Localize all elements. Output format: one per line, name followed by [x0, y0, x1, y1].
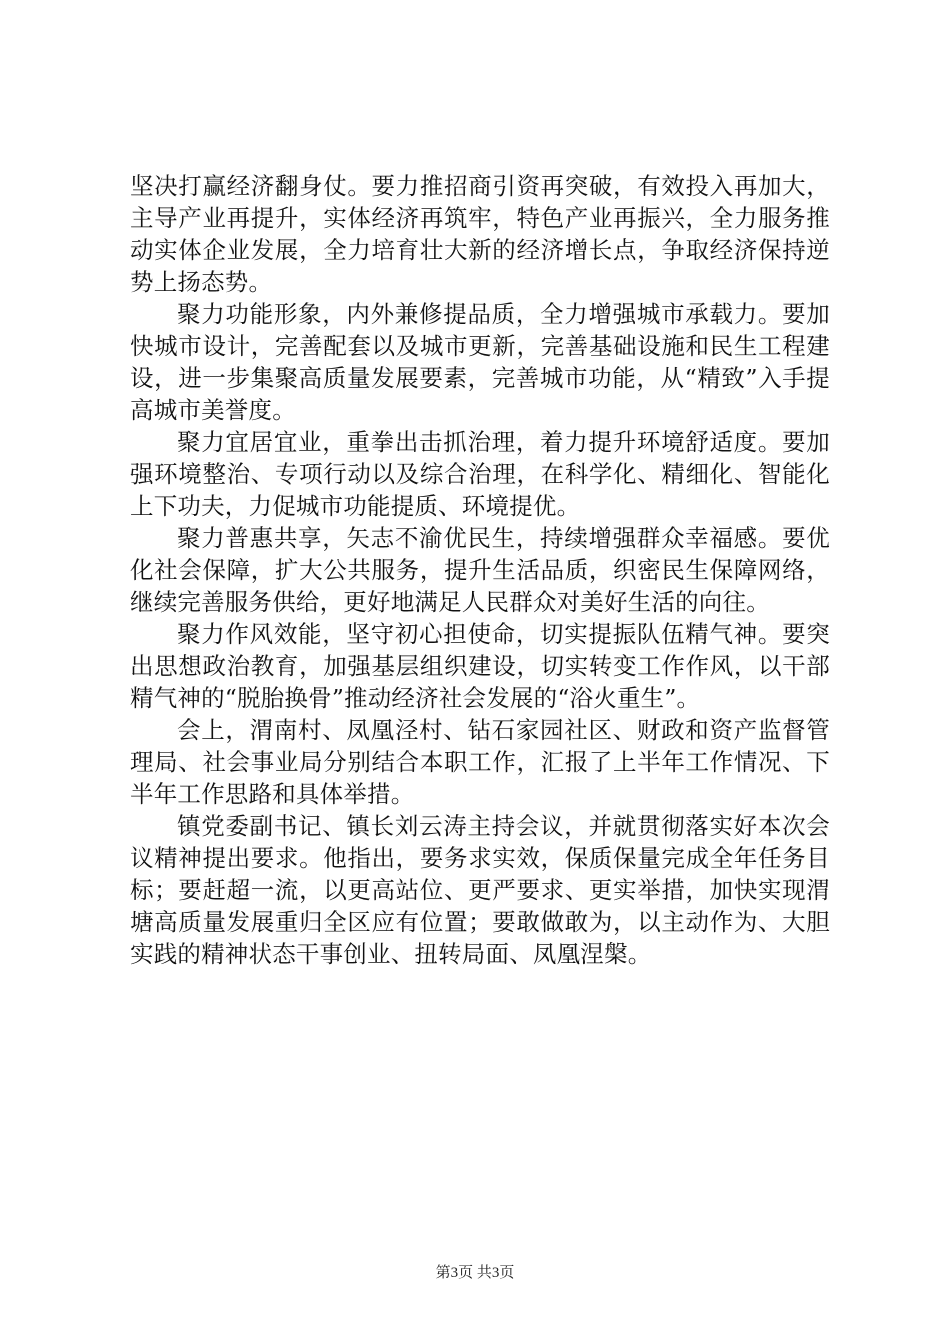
page-number-label: 第3页 共3页 — [435, 1265, 515, 1281]
paragraph-7: 镇党委副书记、镇长刘云涛主持会议，并就贯彻落实好本次会议精神提出要求。他指出，要务求实效，保质保量完成全年任务目标；要赶超一流，以更高站位、更严要求、更实举措，加快实现渭塘高质量发展重归全区应有位置；要敢做敢为，以主动作为、大胆实践的精神状态干事创业、扭转局面、凤凰涅槃。 — [130, 812, 830, 968]
paragraph-1: 坚决打赢经济翻身仗。要力推招商引资再突破，有效投入再加大，主导产业再提升，实体经济再筑牢，特色产业再振兴，全力服务推动实体企业发展，全力培育壮大新的经济增长点，争取经济保持逆势上扬态势。 — [130, 172, 830, 296]
paragraph-4: 聚力普惠共享，矢志不渝优民生，持续增强群众幸福感。要优化社会保障，扩大公共服务，提升生活品质，织密民生保障网络，继续完善服务供给，更好地满足人民群众对美好生活的向往。 — [130, 524, 830, 616]
document-body — [130, 170, 830, 970]
paragraph-5: 聚力作风效能，坚守初心担使命，切实提振队伍精气神。要突出思想政治教育，加强基层组织建设，切实转变工作作风，以干部精气神的“脱胎换骨”推动经济社会发展的“浴火重生”。 — [130, 620, 830, 712]
page-footer — [0, 1263, 950, 1283]
paragraph-2: 聚力功能形象，内外兼修提品质，全力增强城市承载力。要加快城市设计，完善配套以及城市更新，完善基础设施和民生工程建设，进一步集聚高质量发展要素，完善城市功能，从“精致”入手提高城市美誉度。 — [130, 300, 830, 424]
paragraph-3: 聚力宜居宜业，重拳出击抓治理，着力提升环境舒适度。要加强环境整治、专项行动以及综合治理，在科学化、精细化、智能化上下功夫，力促城市功能提质、环境提优。 — [130, 428, 830, 520]
paragraph-6: 会上，渭南村、凤凰泾村、钻石家园社区、财政和资产监督管理局、社会事业局分别结合本职工作，汇报了上半年工作情况、下半年工作思路和具体举措。 — [130, 716, 830, 808]
